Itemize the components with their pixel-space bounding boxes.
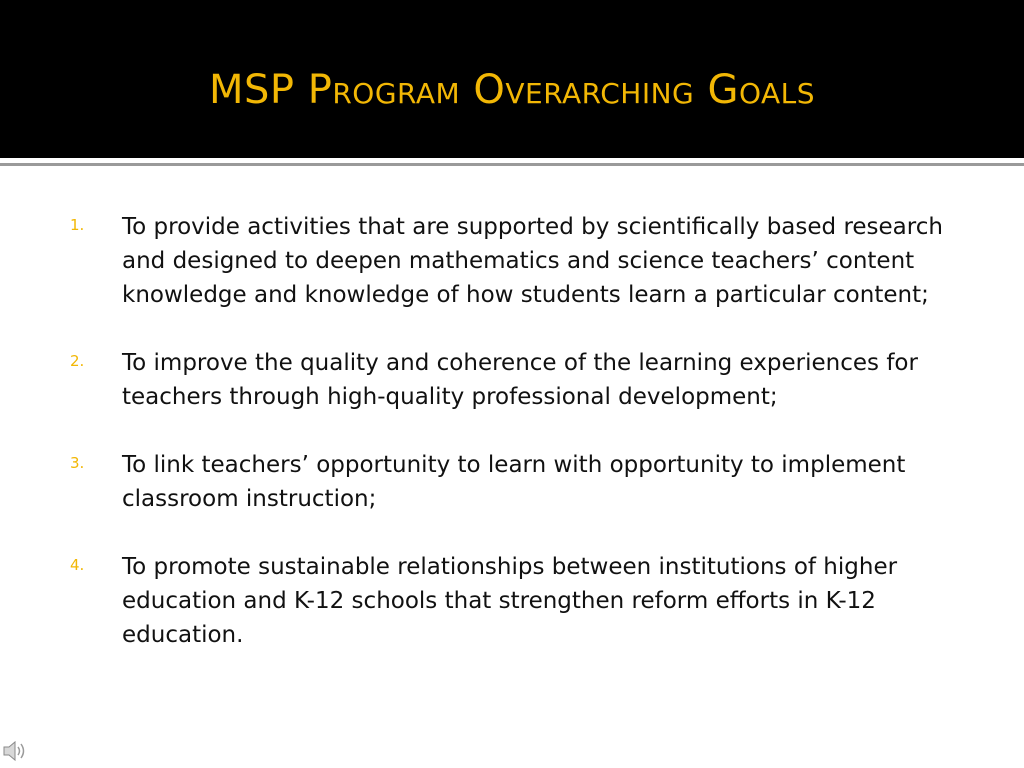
title-bar [0, 0, 1024, 158]
goal-item [70, 448, 975, 516]
goal-text: To link teachers’ opportunity to learn with opportunity to implement classroom instruction; [122, 452, 906, 512]
goal-number: 2. [70, 352, 85, 370]
slide-title: MSP Program Overarching Goals [208, 67, 816, 113]
goal-text: To promote sustainable relationships between institutions of higher education and K-12 schools that strengthen reform efforts in K-12 education. [122, 554, 898, 648]
goal-number: 4. [70, 556, 85, 574]
goal-item [70, 550, 975, 652]
goal-item [70, 210, 975, 312]
slide-content [0, 166, 1024, 768]
speaker-icon[interactable] [2, 739, 28, 763]
goal-text: To improve the quality and coherence of the learning experiences for teachers through high-quality professional development; [122, 350, 918, 410]
goal-item [70, 346, 975, 414]
goal-number: 1. [70, 216, 85, 234]
goal-text: To provide activities that are supported by scientifically based research and designed to deepen mathematics and science teachers’ content knowledge and knowledge of how students learn a particular content; [122, 214, 943, 308]
goals-list [70, 210, 975, 686]
goal-number: 3. [70, 454, 85, 472]
